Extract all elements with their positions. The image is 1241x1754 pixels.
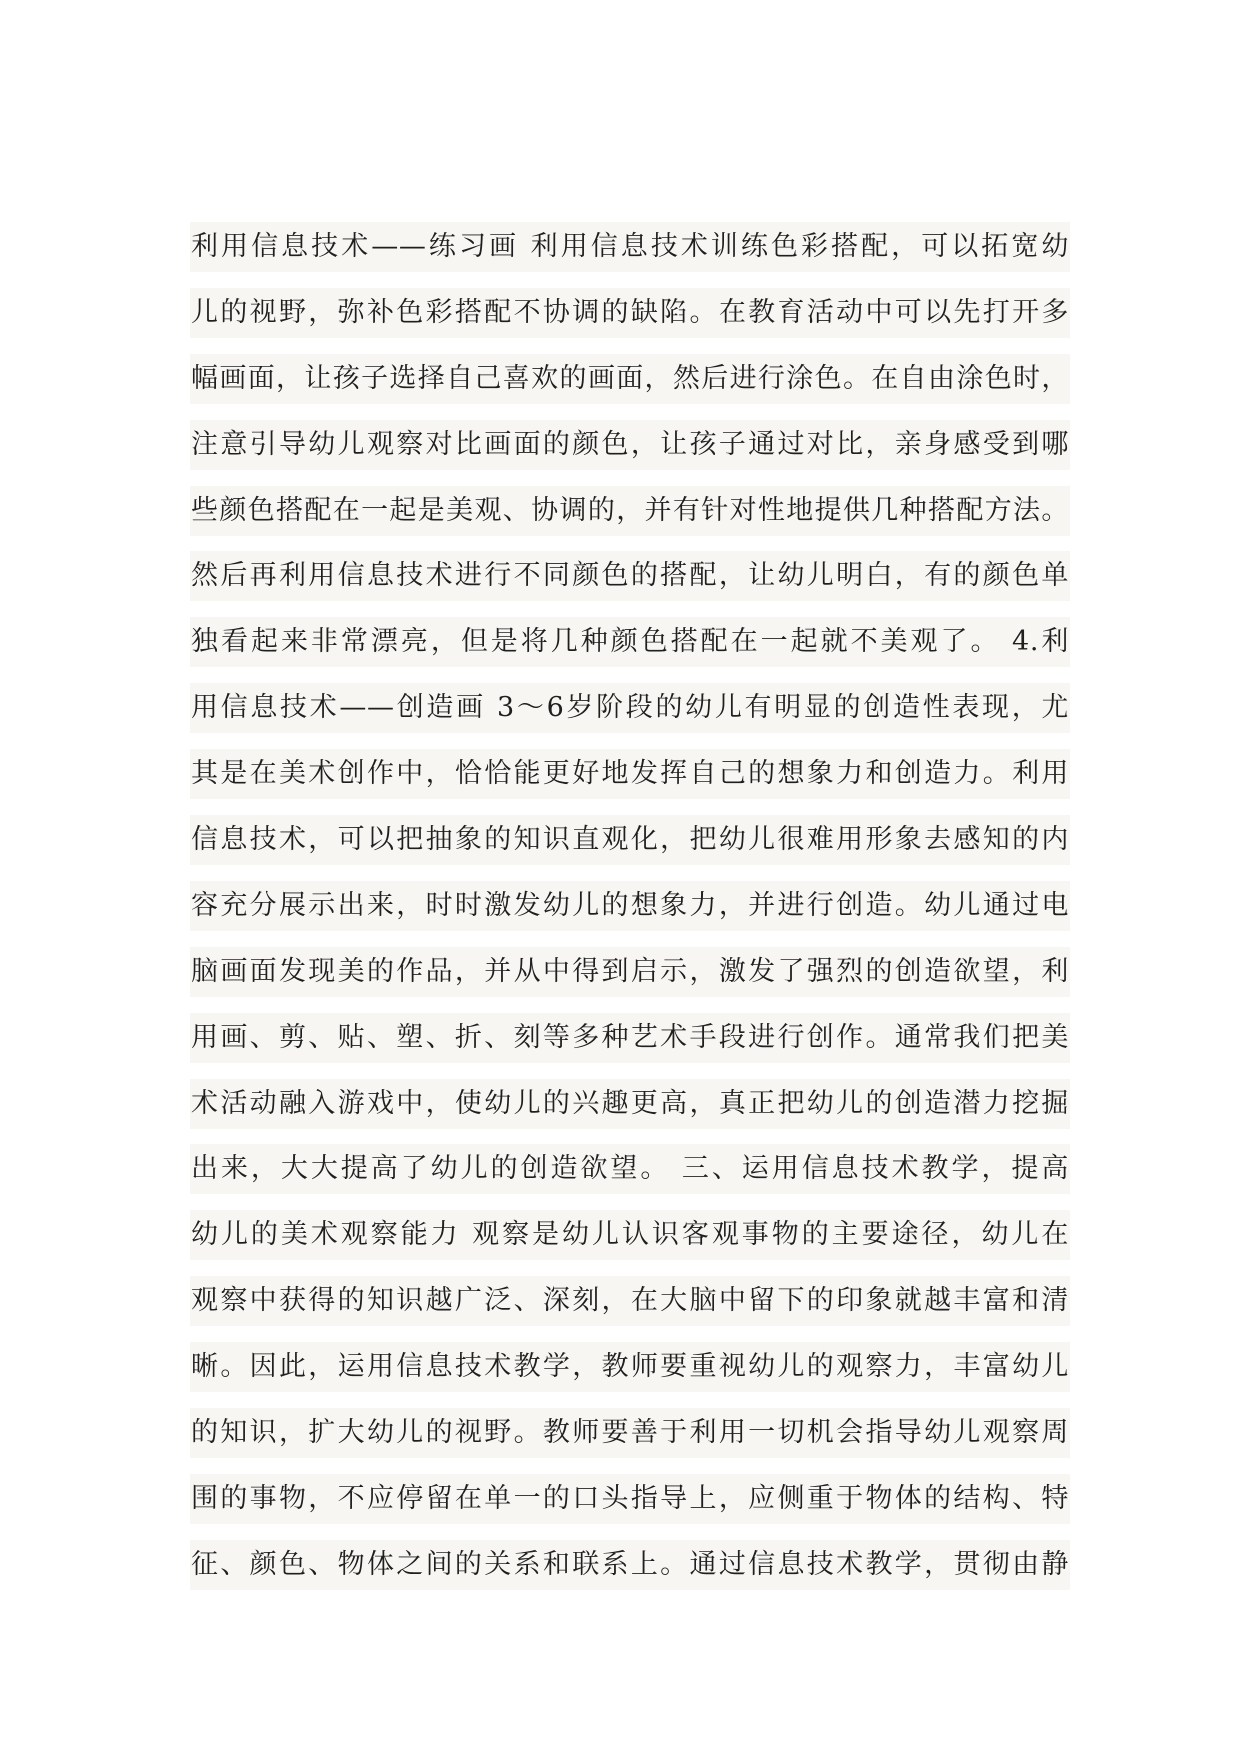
- text-line-content: 独看起来非常漂亮，但是将几种颜色搭配在一起就不美观了。 4.利: [190, 617, 1070, 667]
- text-line: [190, 683, 1070, 749]
- text-line: [190, 1210, 1070, 1276]
- text-line: [190, 551, 1070, 617]
- text-line: [190, 420, 1070, 486]
- text-line-content: 容充分展示出来，时时激发幼儿的想象力，并进行创造。幼儿通过电: [190, 881, 1070, 931]
- text-line: [190, 1540, 1070, 1606]
- text-line-content: 征、颜色、物体之间的关系和联系上。通过信息技术教学，贯彻由静: [190, 1540, 1070, 1590]
- text-line-content: 脑画面发现美的作品，并从中得到启示，激发了强烈的创造欲望，利: [190, 947, 1070, 997]
- text-line: [190, 1144, 1070, 1210]
- text-line: [190, 749, 1070, 815]
- text-line-content: 晰。因此，运用信息技术教学，教师要重视幼儿的观察力，丰富幼儿: [190, 1342, 1070, 1392]
- text-line-content: 注意引导幼儿观察对比画面的颜色，让孩子通过对比，亲身感受到哪: [190, 420, 1070, 470]
- text-line-content: 信息技术，可以把抽象的知识直观化，把幼儿很难用形象去感知的内: [190, 815, 1070, 865]
- text-line-content: 的知识，扩大幼儿的视野。教师要善于利用一切机会指导幼儿观察周: [190, 1408, 1070, 1458]
- text-line: [190, 354, 1070, 420]
- text-line-content: 其是在美术创作中，恰恰能更好地发挥自己的想象力和创造力。利用: [190, 749, 1070, 799]
- text-line-content: 利用信息技术——练习画 利用信息技术训练色彩搭配，可以拓宽幼: [190, 222, 1070, 272]
- text-line-content: 儿的视野，弥补色彩搭配不协调的缺陷。在教育活动中可以先打开多: [190, 288, 1070, 338]
- text-line-content: 出来，大大提高了幼儿的创造欲望。 三、运用信息技术教学，提高: [190, 1144, 1070, 1194]
- text-line-content: 些颜色搭配在一起是美观、协调的，并有针对性地提供几种搭配方法。: [190, 486, 1070, 536]
- text-line: [190, 1342, 1070, 1408]
- text-line-content: 幼儿的美术观察能力 观察是幼儿认识客观事物的主要途径，幼儿在: [190, 1210, 1070, 1260]
- text-line: [190, 881, 1070, 947]
- text-line: [190, 1276, 1070, 1342]
- text-line: [190, 1079, 1070, 1145]
- text-line: [190, 815, 1070, 881]
- text-line-content: 术活动融入游戏中，使幼儿的兴趣更高，真正把幼儿的创造潜力挖掘: [190, 1079, 1070, 1129]
- text-line-content: 用画、剪、贴、塑、折、刻等多种艺术手段进行创作。通常我们把美: [190, 1013, 1070, 1063]
- text-line-content: 观察中获得的知识越广泛、深刻，在大脑中留下的印象就越丰富和清: [190, 1276, 1070, 1326]
- body-text: [190, 222, 1070, 1606]
- text-line: [190, 1474, 1070, 1540]
- text-line: [190, 1013, 1070, 1079]
- text-line: [190, 947, 1070, 1013]
- text-line-content: 幅画面，让孩子选择自己喜欢的画面，然后进行涂色。在自由涂色时，: [190, 354, 1070, 404]
- text-line: [190, 288, 1070, 354]
- text-line: [190, 617, 1070, 683]
- text-line: [190, 222, 1070, 288]
- text-line: [190, 1408, 1070, 1474]
- text-line-content: 然后再利用信息技术进行不同颜色的搭配，让幼儿明白，有的颜色单: [190, 551, 1070, 601]
- text-line-content: 围的事物，不应停留在单一的口头指导上，应侧重于物体的结构、特: [190, 1474, 1070, 1524]
- text-line: [190, 486, 1070, 552]
- text-line-content: 用信息技术——创造画 3～6岁阶段的幼儿有明显的创造性表现，尤: [190, 683, 1070, 733]
